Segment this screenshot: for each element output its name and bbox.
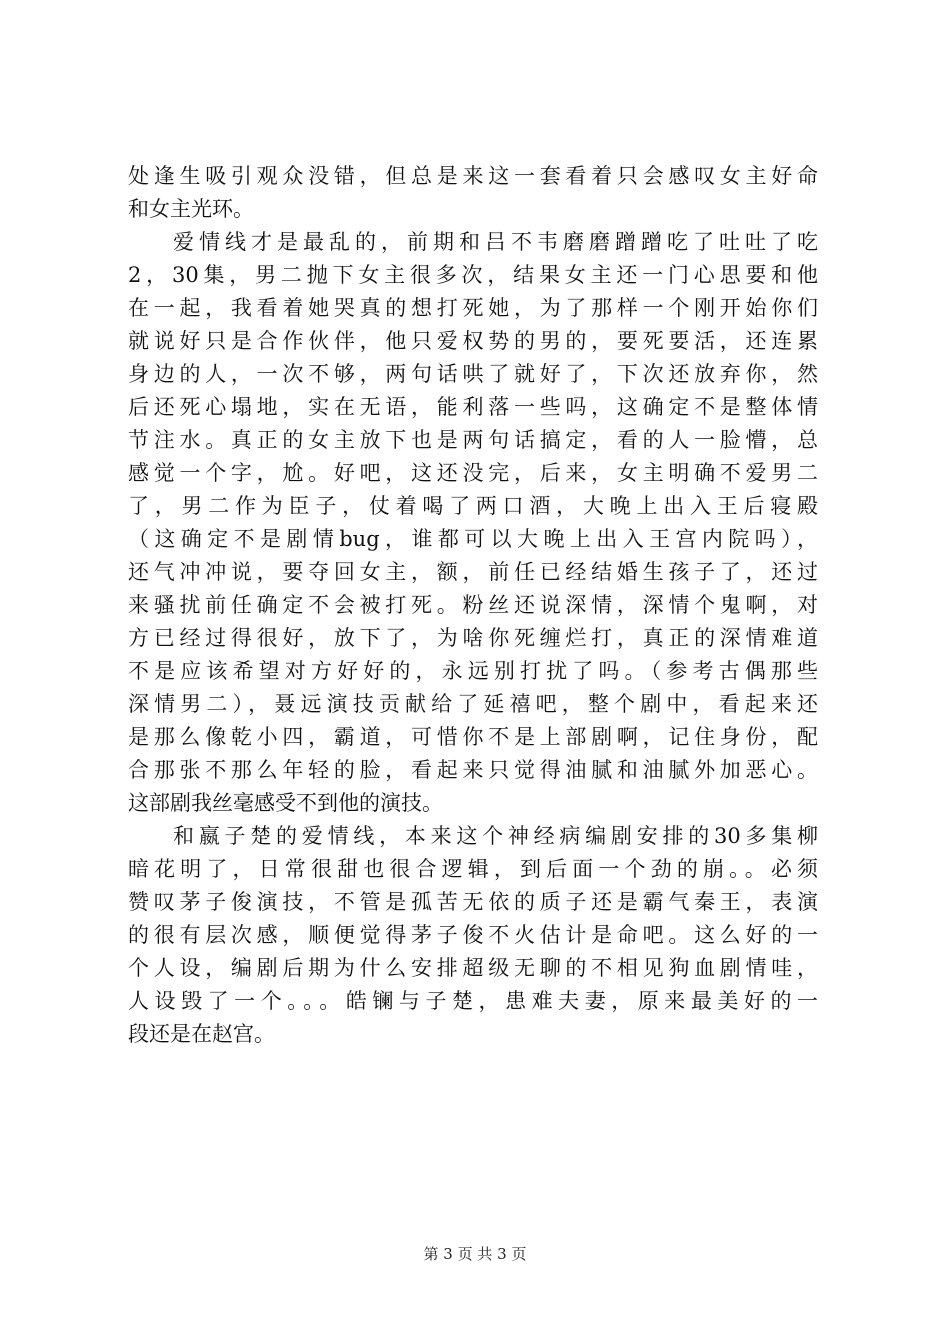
paragraph <box>128 160 818 226</box>
text-line: 处逢生吸引观众没错，但总是来这一套看着只会感叹女主好命 <box>128 164 818 188</box>
text-line: 方已经过得很好，放下了，为啥你死缠烂打，真正的深情难道 <box>128 626 818 650</box>
text-line: 是那么像乾小四，霸道，可惜你不是上部剧啊，记住身份，配 <box>128 725 818 749</box>
text-line: 赞叹茅子俊演技，不管是孤苦无依的质子还是霸气秦王，表演 <box>128 890 818 914</box>
page-footer: 第 3 页 共 3 页 <box>423 1245 527 1263</box>
text-line: 2，30集，男二抛下女主很多次，结果女主还一门心思要和他 <box>128 263 818 287</box>
text-line: （这确定不是剧情bug，谁都可以大晚上出入王宫内院吗）， <box>128 527 818 551</box>
text-line: 感觉一个字，尬。好吧，这还没完，后来，女主明确不爱男二 <box>128 461 818 485</box>
text-line: 节注水。真正的女主放下也是两句话搞定，看的人一脸懵，总 <box>128 428 818 452</box>
text-line: 身边的人，一次不够，两句话哄了就好了，下次还放弃你，然 <box>128 362 818 386</box>
text-line: 爱情线才是最乱的，前期和吕不韦磨磨蹭蹭吃了吐吐了吃 <box>173 230 818 254</box>
text-line: 和嬴子楚的爱情线，本来这个神经病编剧安排的30多集柳 <box>173 824 818 848</box>
text-line: 了，男二作为臣子，仗着喝了两口酒，大晚上出入王后寝殿 <box>128 494 818 518</box>
text-line: 来骚扰前任确定不会被打死。粉丝还说深情，深情个鬼啊，对 <box>128 593 818 617</box>
paragraph <box>128 226 818 820</box>
body-text <box>128 160 818 1051</box>
paragraph <box>128 820 818 1051</box>
text-line: 就说好只是合作伙伴，他只爱权势的男的，要死要活，还连累 <box>128 329 818 353</box>
text-line: 段还是在赵宫。 <box>128 1022 275 1046</box>
text-line: 还气冲冲说，要夺回女主，额，前任已经结婚生孩子了，还过 <box>128 560 818 584</box>
text-line: 人设毁了一个。。。皓镧与子楚，患难夫妻，原来最美好的一 <box>128 989 818 1013</box>
text-line: 合那张不那么年轻的脸，看起来只觉得油腻和油腻外加恶心。 <box>128 758 818 782</box>
text-line: 的很有层次感，顺便觉得茅子俊不火估计是命吧。这么好的一 <box>128 923 818 947</box>
text-line: 不是应该希望对方好好的，永远别打扰了吗。（参考古偶那些 <box>128 659 818 683</box>
text-line: 个人设，编剧后期为什么安排超级无聊的不相见狗血剧情哇， <box>128 956 818 980</box>
text-line: 暗花明了，日常很甜也很合逻辑，到后面一个劲的崩。。必须 <box>128 857 818 881</box>
text-line: 在一起，我看着她哭真的想打死她，为了那样一个刚开始你们 <box>128 296 818 320</box>
text-line: 这部剧我丝毫感受不到他的演技。 <box>128 791 443 815</box>
text-line: 深情男二），聂远演技贡献给了延禧吧，整个剧中，看起来还 <box>128 692 818 716</box>
text-line: 后还死心塌地，实在无语，能利落一些吗，这确定不是整体情 <box>128 395 818 419</box>
text-line: 和女主光环。 <box>128 197 254 221</box>
